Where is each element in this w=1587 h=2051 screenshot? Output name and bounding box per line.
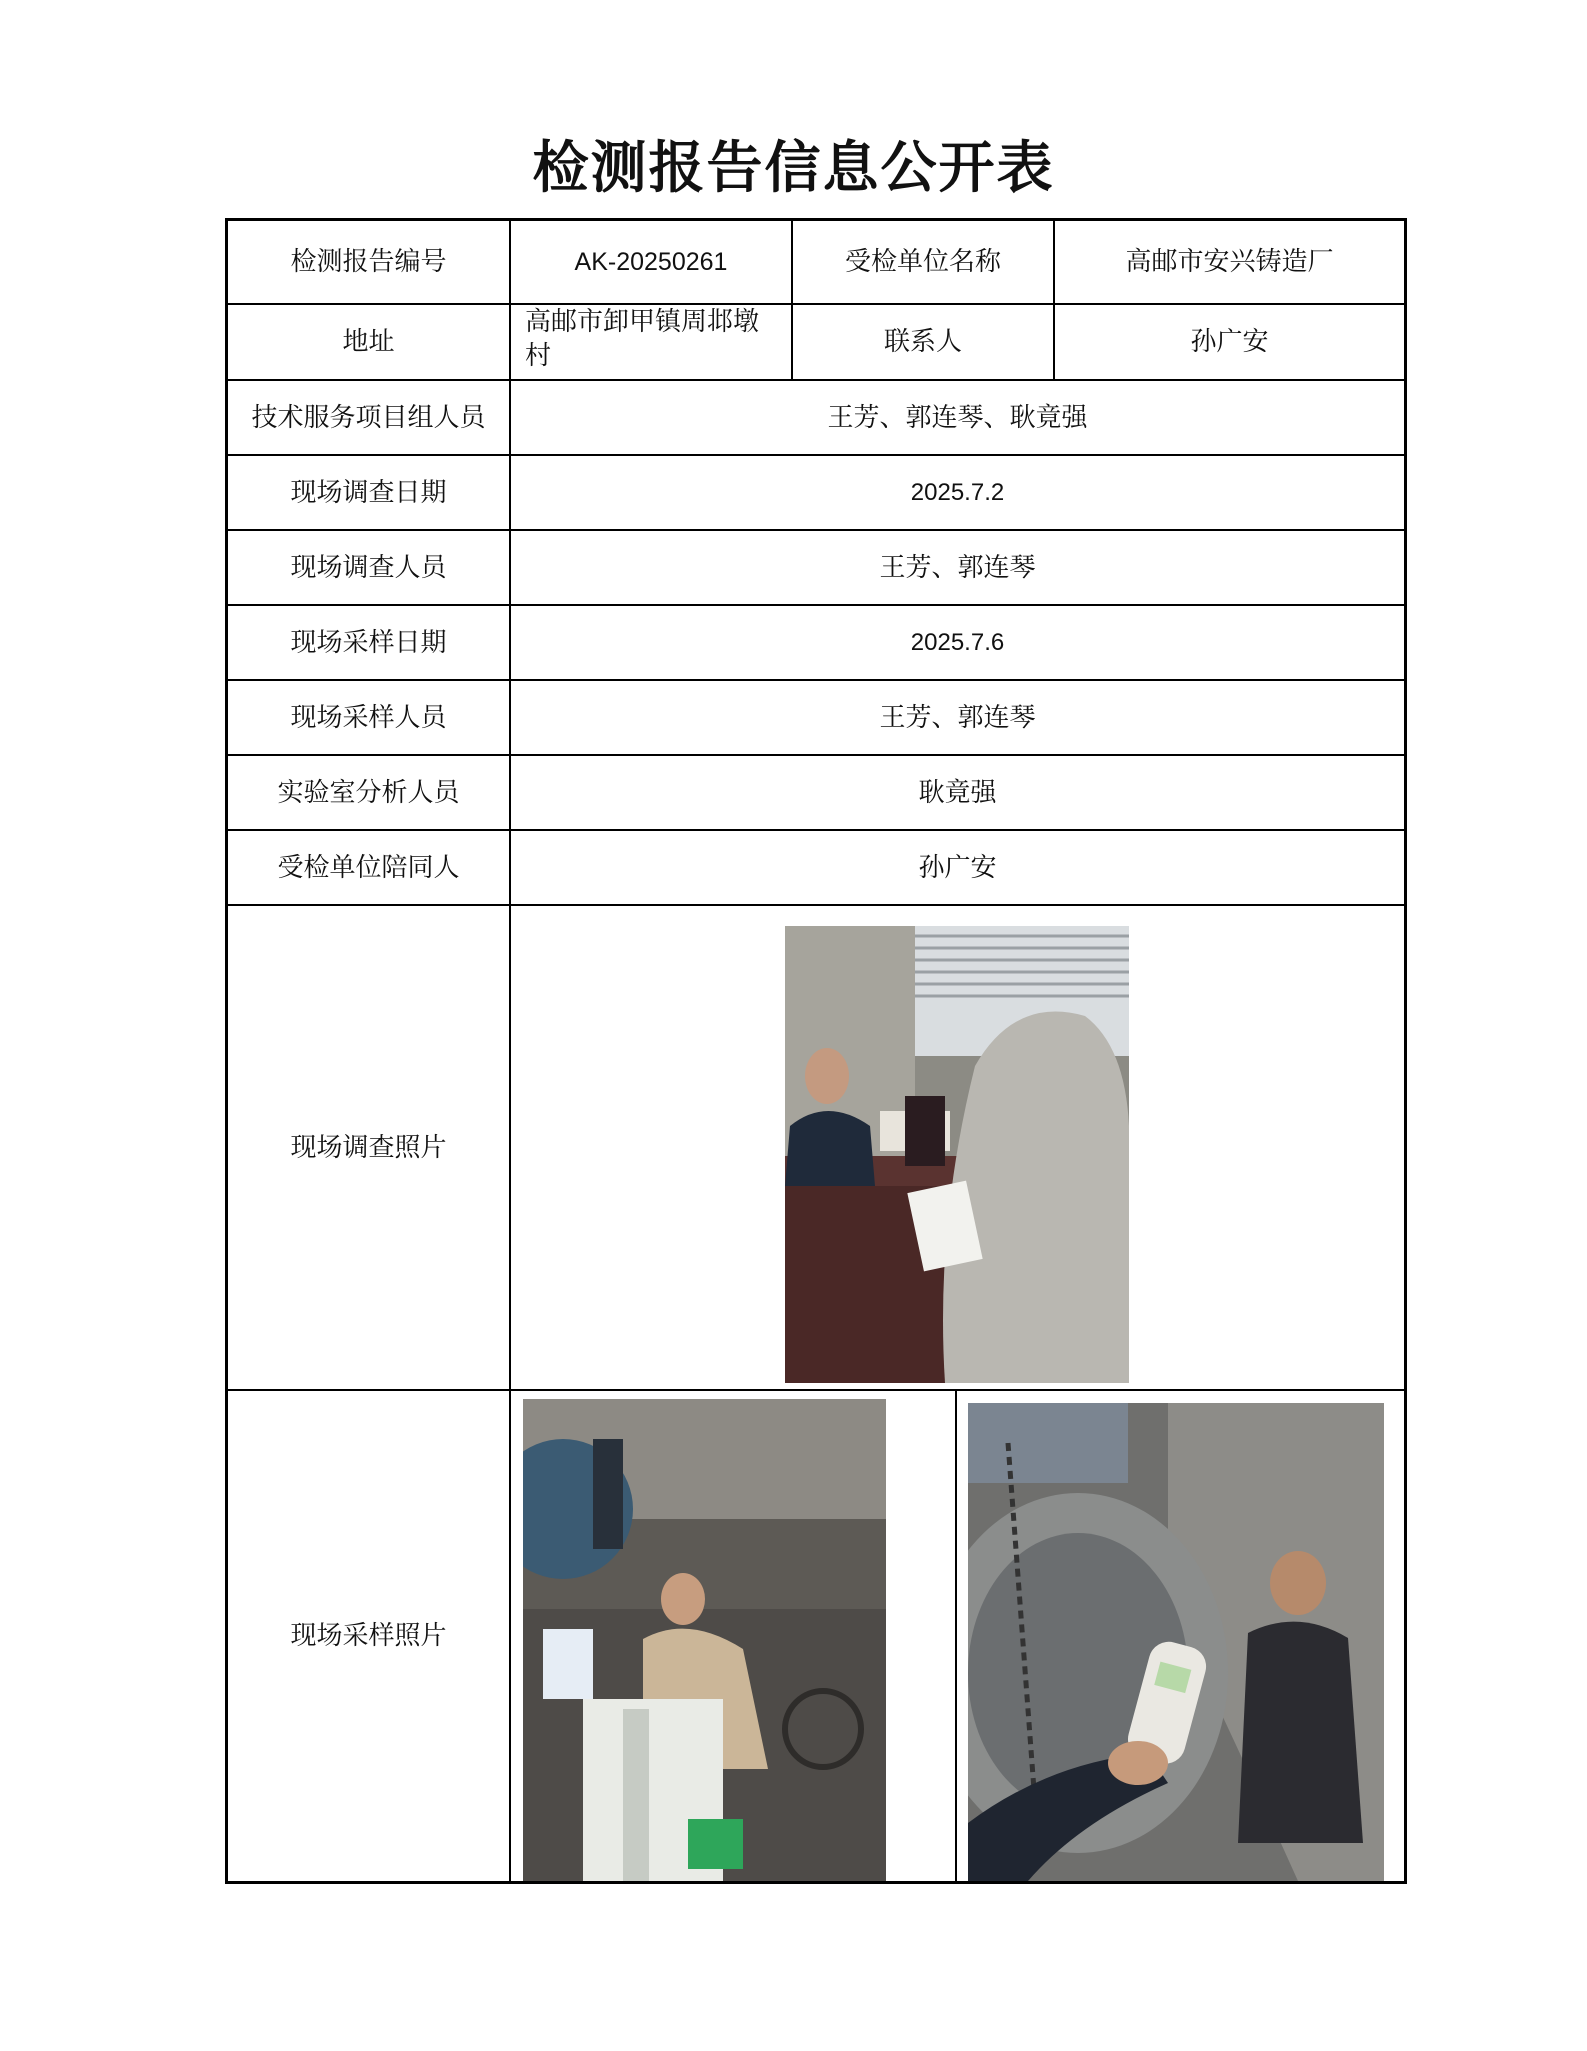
info-table — [225, 218, 1407, 1884]
sampling-photo-right — [968, 1403, 1384, 1881]
survey-staff-value: 王芳、郭连琴 — [879, 552, 1036, 583]
survey-staff-label: 现场调查人员 — [290, 552, 447, 583]
survey-photo-image — [785, 926, 1129, 1383]
report-no-label: 检测报告编号 — [290, 247, 447, 277]
contact-label: 联系人 — [883, 327, 962, 357]
unit-name-value: 高邮市安兴铸造厂 — [1125, 247, 1334, 277]
address-value: 高邮市卸甲镇周邶墩村 — [525, 307, 760, 371]
escort-label: 受检单位陪同人 — [277, 852, 460, 883]
sampling-photo-left — [523, 1399, 886, 1881]
contact-value: 孙广安 — [1190, 327, 1269, 357]
survey-date-value: 2025.7.2 — [910, 478, 1005, 506]
escort-value: 孙广安 — [918, 852, 997, 883]
unit-name-label: 受检单位名称 — [844, 247, 1001, 277]
lab-analyst-value: 耿竟强 — [918, 777, 997, 808]
col-divider — [955, 1389, 957, 1881]
sampling-staff-value: 王芳、郭连琴 — [879, 702, 1036, 733]
lab-analyst-label: 实验室分析人员 — [277, 777, 460, 808]
survey-photo — [785, 926, 1129, 1383]
sampling-date-value: 2025.7.6 — [910, 628, 1005, 656]
sampling-photo-left-image — [523, 1399, 886, 1881]
report-no-value: AK-20250261 — [574, 248, 728, 276]
page-title: 检测报告信息公开表 — [532, 135, 1055, 201]
sampling-photo-right-image — [968, 1403, 1384, 1881]
sampling-date-label: 现场采样日期 — [290, 627, 447, 658]
address-label: 地址 — [342, 327, 395, 357]
survey-date-label: 现场调查日期 — [290, 477, 447, 508]
sampling-staff-label: 现场采样人员 — [290, 702, 447, 733]
survey-photo-label: 现场调查照片 — [290, 1132, 447, 1163]
team-value: 王芳、郭连琴、耿竟强 — [827, 402, 1088, 433]
team-label: 技术服务项目组人员 — [251, 402, 486, 433]
sampling-photo-label: 现场采样照片 — [290, 1621, 447, 1651]
